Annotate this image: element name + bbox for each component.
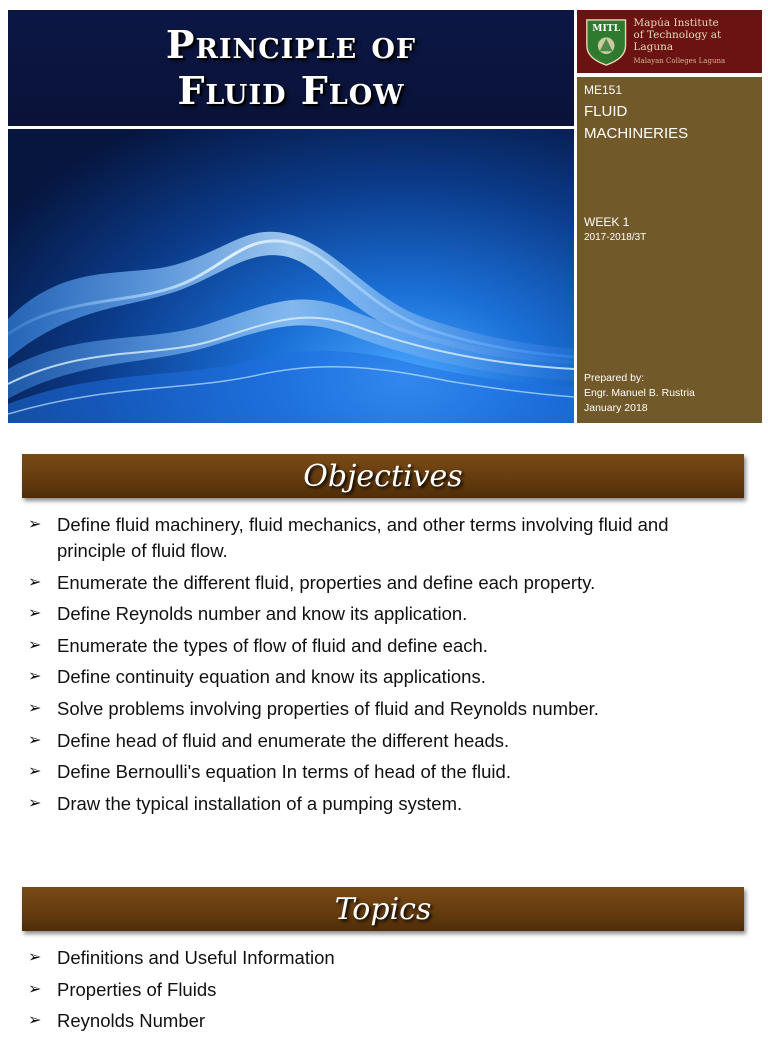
objective-text: Define fluid machinery, fluid mechanics, and other terms involving fluid and principle of fluid flow.: [57, 514, 669, 561]
objective-text: Enumerate the different fluid, properties and define each property.: [57, 571, 596, 593]
week-label: WEEK 1: [584, 215, 630, 229]
logo-line-1: Mapúa Institute: [633, 16, 719, 29]
prepared-by-block: [584, 371, 695, 416]
objectives-banner: [22, 454, 744, 498]
arrow-bullet-icon: ➢: [28, 980, 42, 998]
arrow-bullet-icon: ➢: [28, 605, 42, 623]
hero-wave-image: [8, 129, 574, 423]
topics-list: [28, 945, 727, 1040]
mitl-shield-icon: [585, 16, 627, 68]
topics-heading: Topics: [334, 891, 432, 927]
list-item: [28, 945, 727, 971]
list-item: [28, 664, 727, 690]
arrow-bullet-icon: ➢: [28, 763, 42, 781]
course-info-panel: [577, 77, 762, 423]
prepared-date: January 2018: [584, 402, 648, 414]
objectives-heading: Objectives: [303, 458, 463, 494]
arrow-bullet-icon: ➢: [28, 949, 42, 966]
objective-text: Define continuity equation and know its applications.: [57, 666, 486, 688]
page-title-line-2: Fluid Flow: [177, 68, 405, 113]
wave-graphic: [8, 129, 574, 423]
logo-abbr: MITL: [592, 22, 621, 34]
author-name: Engr. Manuel B. Rustria: [584, 387, 695, 399]
prepared-label: Prepared by:: [584, 372, 645, 384]
logo-line-3: Malayan Colleges Laguna: [633, 56, 726, 65]
arrow-bullet-icon: ➢: [28, 699, 42, 717]
arrow-bullet-icon: ➢: [28, 1012, 42, 1030]
list-item: [28, 1008, 727, 1034]
list-item: [28, 791, 727, 817]
list-item: [28, 759, 727, 785]
topic-text: Definitions and Useful Information: [57, 947, 335, 968]
term-label: 2017-2018/3T: [584, 232, 647, 243]
objectives-list: [28, 512, 727, 822]
arrow-bullet-icon: ➢: [28, 573, 42, 591]
list-item: [28, 601, 727, 627]
objective-text: Define head of fluid and enumerate the different heads.: [57, 729, 510, 751]
course-name: FLUID MACHINERIES: [584, 103, 689, 142]
list-item: [28, 512, 727, 564]
title-banner: [8, 10, 574, 129]
objective-text: Define Reynolds number and know its application.: [57, 603, 468, 625]
arrow-bullet-icon: ➢: [28, 668, 42, 686]
arrow-bullet-icon: ➢: [28, 794, 42, 812]
objective-text: Define Bernoulli's equation In terms of head of the fluid.: [57, 761, 511, 783]
objective-text: Solve problems involving properties of fluid and Reynolds number.: [57, 697, 599, 719]
list-item: [28, 728, 727, 754]
objective-text: Enumerate the types of flow of fluid and define each.: [57, 634, 488, 656]
list-item: [28, 977, 727, 1003]
arrow-bullet-icon: ➢: [28, 516, 42, 533]
topic-text: Properties of Fluids: [57, 978, 217, 1000]
objective-text: Draw the typical installation of a pumping system.: [57, 792, 463, 814]
list-item: [28, 633, 727, 659]
institution-logo-block: [577, 10, 762, 73]
topics-banner: [22, 887, 744, 931]
arrow-bullet-icon: ➢: [28, 636, 42, 654]
list-item: [28, 696, 727, 722]
logo-line-2: of Technology at Laguna: [633, 28, 722, 53]
page-title-line-1: Principle of: [165, 22, 417, 67]
course-code: ME151: [584, 83, 623, 97]
topic-text: Reynolds Number: [57, 1010, 206, 1032]
list-item: [28, 570, 727, 596]
logo-text: [633, 17, 754, 67]
arrow-bullet-icon: ➢: [28, 731, 42, 749]
